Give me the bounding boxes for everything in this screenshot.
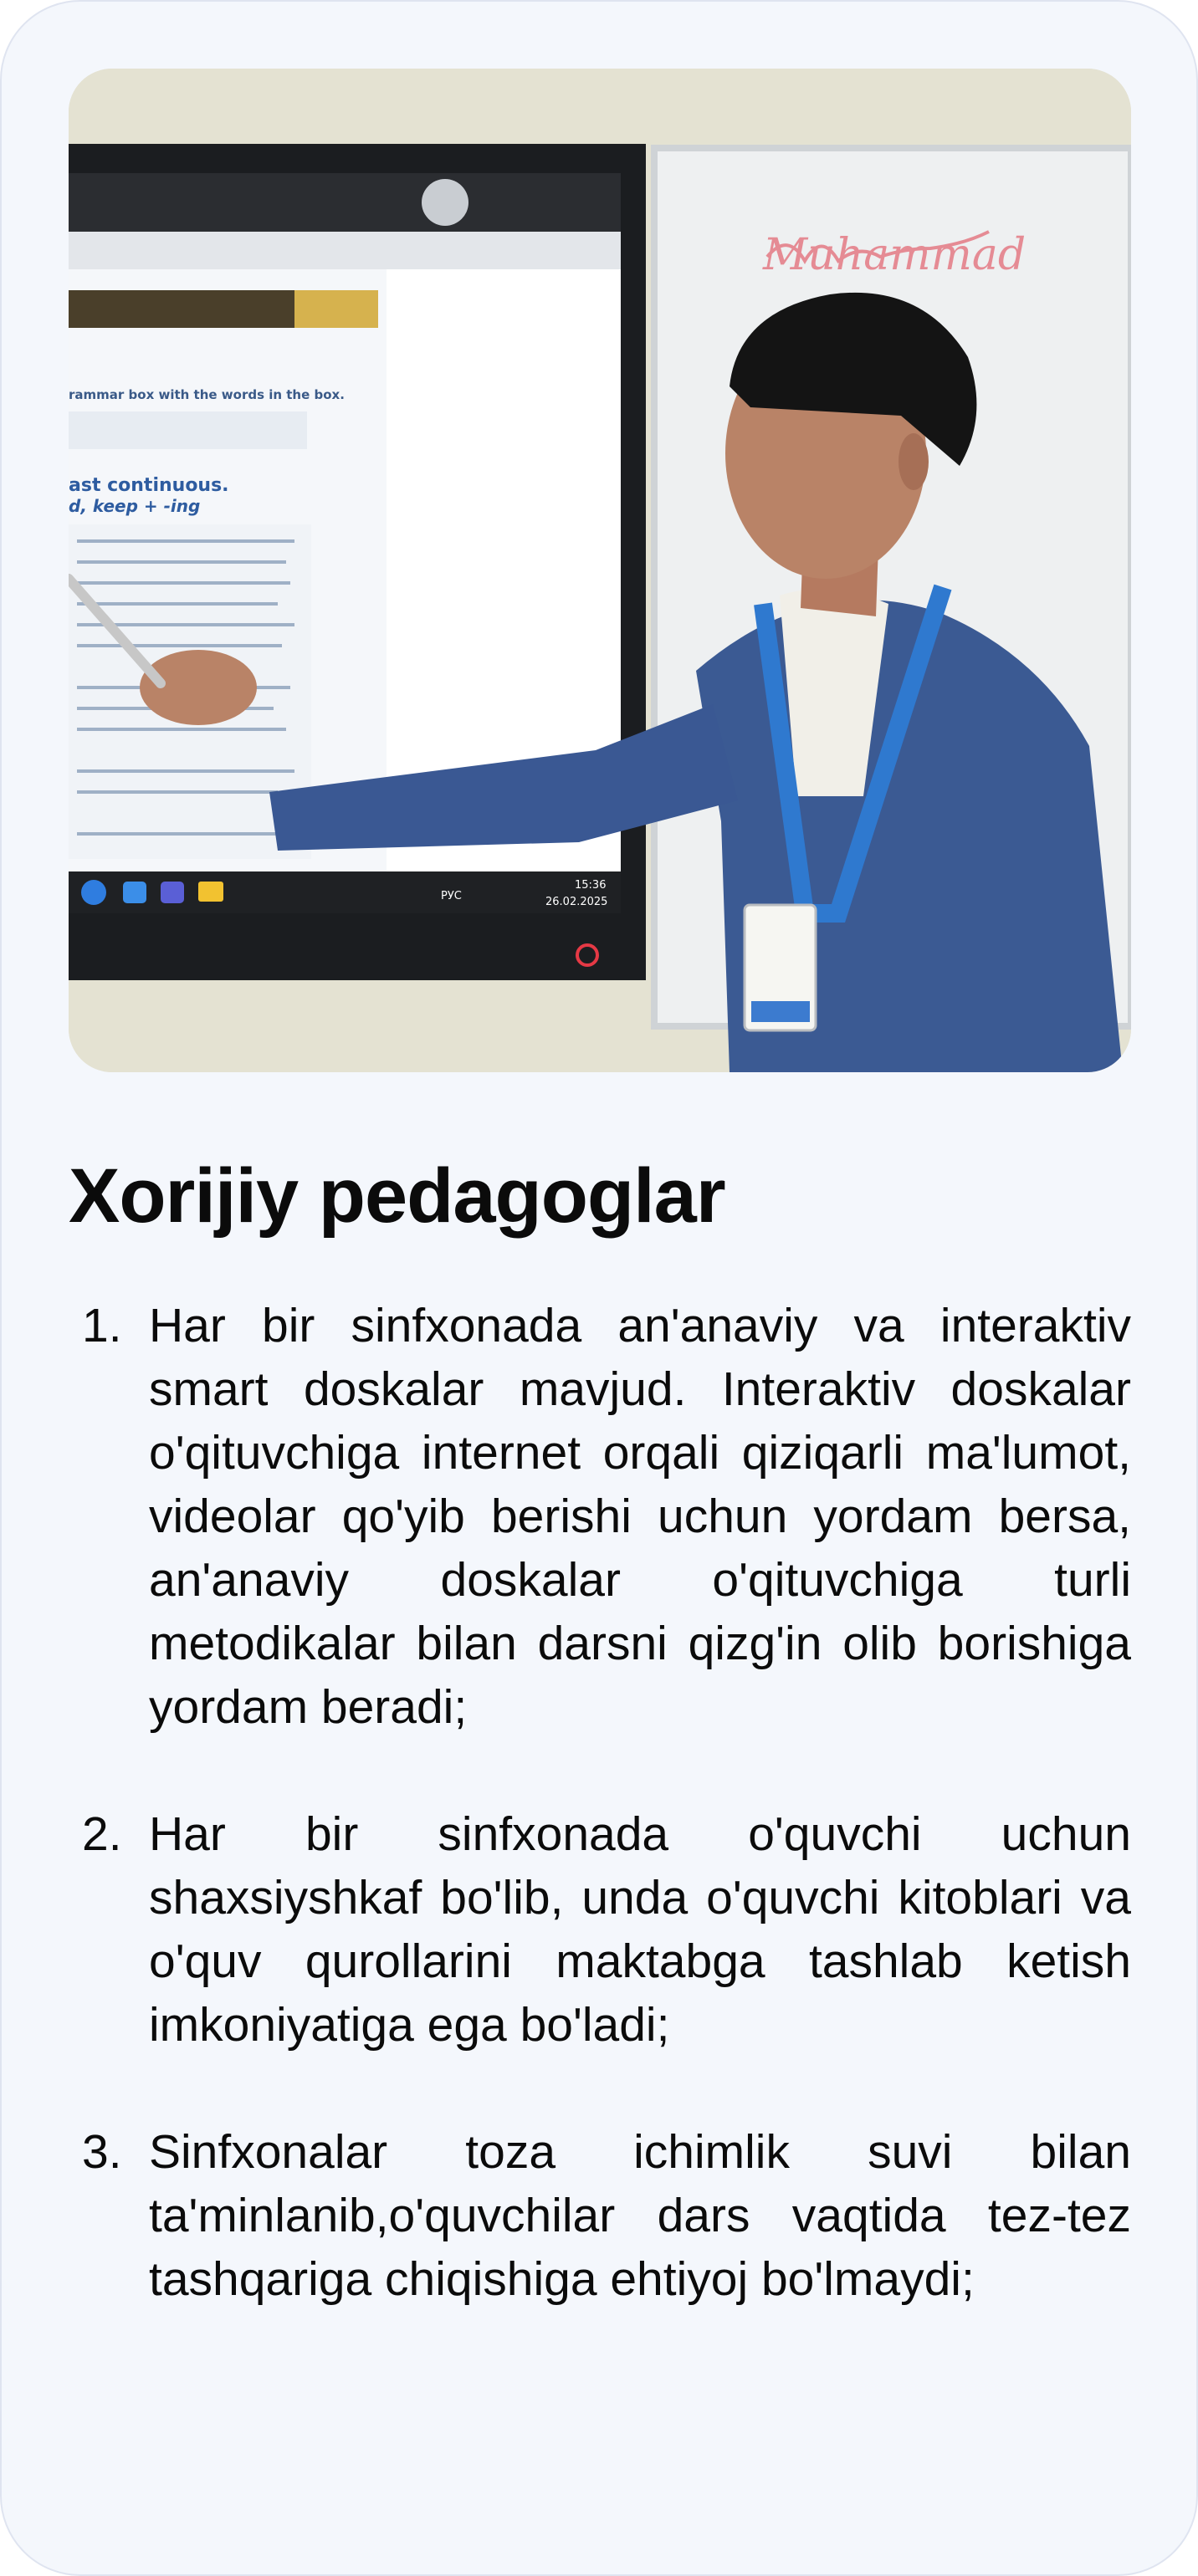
taskbar-lang: РУС [441,890,462,902]
list-item-text: Har bir sinfxonada o'quvchi uchun shaxsiyshkaf bo'lib, unda o'quvchi kitoblari va o'quv qurollarini maktabga tashlab ketish imkoniyatiga ega bo'ladi; [149,1807,1131,2052]
list-item-number: 3. [82,2125,122,2179]
list-item-text: Har bir sinfxonada an'anaviy va interaktiv smart doskalar mavjud. Interaktiv doskalar o'qituvchiga internet orqali qiziqarli ma'lumot, videolar qo'yib berishi uchun yordam bersa, an'anaviy doskalar o'qituvchiga turli metodikalar bilan darsni qizg'in olib borishiga yordam beradi; [149,1299,1131,1734]
teacher-photo-illustration [69,69,1131,1072]
list-item [69,1802,1131,2057]
page-title: Xorijiy pedagoglar [69,1153,725,1239]
taskbar-time: 15:36 [575,879,607,892]
screen-line-2: ast continuous. [69,475,229,496]
board-writing: Muhammad [763,230,1026,280]
screen-line-3: d, keep + -ing [69,496,201,516]
teacher-photo [69,69,1131,1072]
list-item-number: 1. [82,1299,122,1352]
list-item [69,1294,1131,1739]
taskbar-date: 26.02.2025 [545,896,608,908]
screen-line-1: rammar box with the words in the box. [69,387,345,402]
list-item-text: Sinfxonalar toza ichimlik suvi bilan ta'minlanib,o'quvchilar dars vaqtida tez-tez tashqariga chiqishiga ehtiyoj bo'lmaydi; [149,2125,1131,2306]
feature-list [69,1294,1131,2374]
list-item [69,2120,1131,2311]
list-item-number: 2. [82,1807,122,1861]
